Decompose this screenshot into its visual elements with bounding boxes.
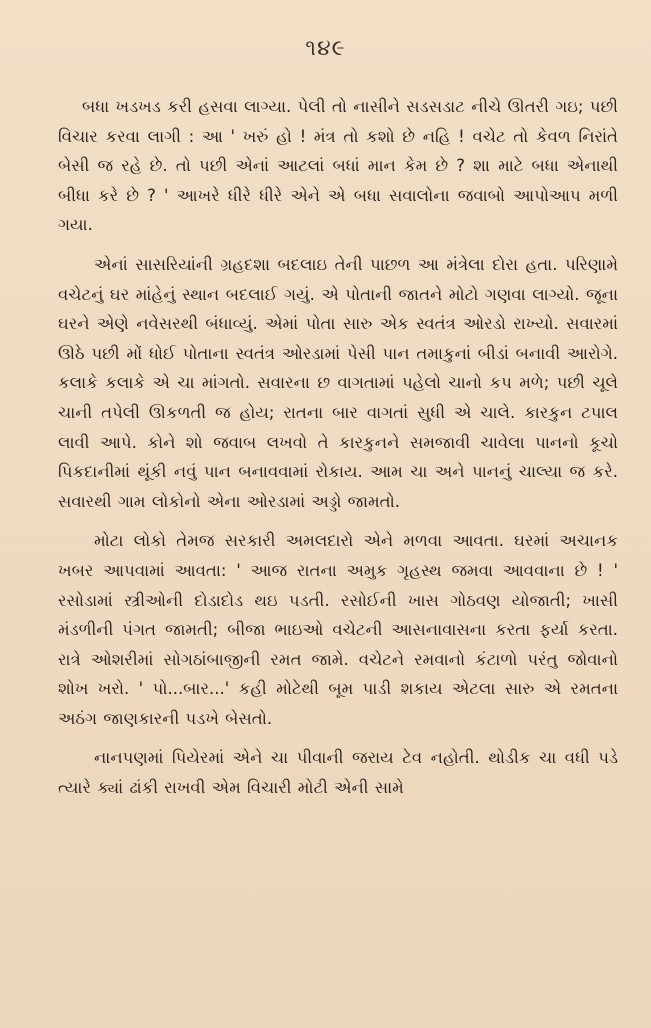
paragraph-3: મોટા લોકો તેમજ સરકારી અમલદારો એને મળવા આવતા. ઘરમાં અચાનક ખબર આપવામાં આવતા: ' આજ રાતના અમુક ગૃહસ્થ જમવા આવવાના છે ! ' રસોડામાં સ્ત્રીઓની દોડાદોડ થઇ પડતી. રસોઈની ખાસ ગોઠવણ યોજાતી; ખાસી મંડળીની પંગત જામતી; બીજા ભાઇઓ વચેટની આસનાવાસના કરતા ફર્યા કરતા. રાત્રે ઓશરીમાં સોગઠાંબાજીની રમત જામે. વચેટને રમવાનો કંટાળો પરંતુ જોવાનો શોખ ખરો. ' પો...બાર...' કહી મોટેથી બૂમ પાડી શકાય એટલા સારુ એ રમતના અઠંગ જાણકારની પડખે બેસતો.	[58, 531, 618, 728]
paragraph-4: નાનપણમાં પિયેરમાં એને ચા પીવાની જરાય ટેવ નહોતી. થોડીક ચા વધી પડે ત્યારે ક્યાં ઢાંકી રાખવી એમ વિચારી મોટી એની સામે	[58, 748, 618, 798]
paragraph-2: એનાં સાસરિયાંની ગ્રહદશા બદલાઇ તેની પાછળ આ મંત્રેલા દોરા હતા. પરિણામે વચેટનું ઘર માંહેનું સ્થાન બદલાઈ ગયું. એ પોતાની જાતને મોટો ગણવા લાગ્યો. જૂના ઘરને એણે નવેસરથી બંધાવ્યું. એમાં પોતા સારુ એક સ્વતંત્ર ઓરડો રાખ્યો. સવારમાં ઊઠે પછી મોં ધોઈ પોતાના સ્વતંત્ર ઓરડામાં પેસી પાન તમાકુનાં બીડાં બનાવી આરોગે. કલાકે કલાકે એ ચા માંગતો. સવારના છ વાગતામાં પહેલો ચાનો કપ મળે; પછી ચૂલે ચાની તપેલી ઊકળતી જ હોય; રાતના બાર વાગતાં સુધી એ ચાલે. કારકુન ટપાલ લાવી આપે. કોને શો જવાબ લખવો તે કારકુનને સમજાવી ચાવેલા પાનનો કૂચો પિકદાનીમાં થૂંકી નવું પાન બનાવવામાં રોકાય. આમ ચા અને પાનનું ચાલ્યા જ કરે. સવારથી ગામ લોકોનો એના ઓરડામાં અડ્ડો જામતો.	[58, 254, 618, 511]
paragraph-1: બધા ખડખડ કરી હસવા લાગ્યા. પેલી તો નાસીને સડસડાટ નીચે ઊતરી ગઇ; પછી વિચાર કરવા લાગી : આ ' ખરું હો ! મંત્ર તો કશો છે નહિ ! વચેટ તો કેવળ નિરાંતે બેસી જ રહે છે. તો પછી એનાં આટલાં બધાં માન કેમ છે ? શા માટે બધા એનાથી બીધા કરે છે ? ' આખરે ધીરે ધીરે એને એ બધા સવાલોના જવાબો આપોઆપ મળી ગયા.	[58, 97, 619, 235]
page-body	[58, 92, 618, 813]
page-number: ૧૪૯	[305, 36, 346, 61]
